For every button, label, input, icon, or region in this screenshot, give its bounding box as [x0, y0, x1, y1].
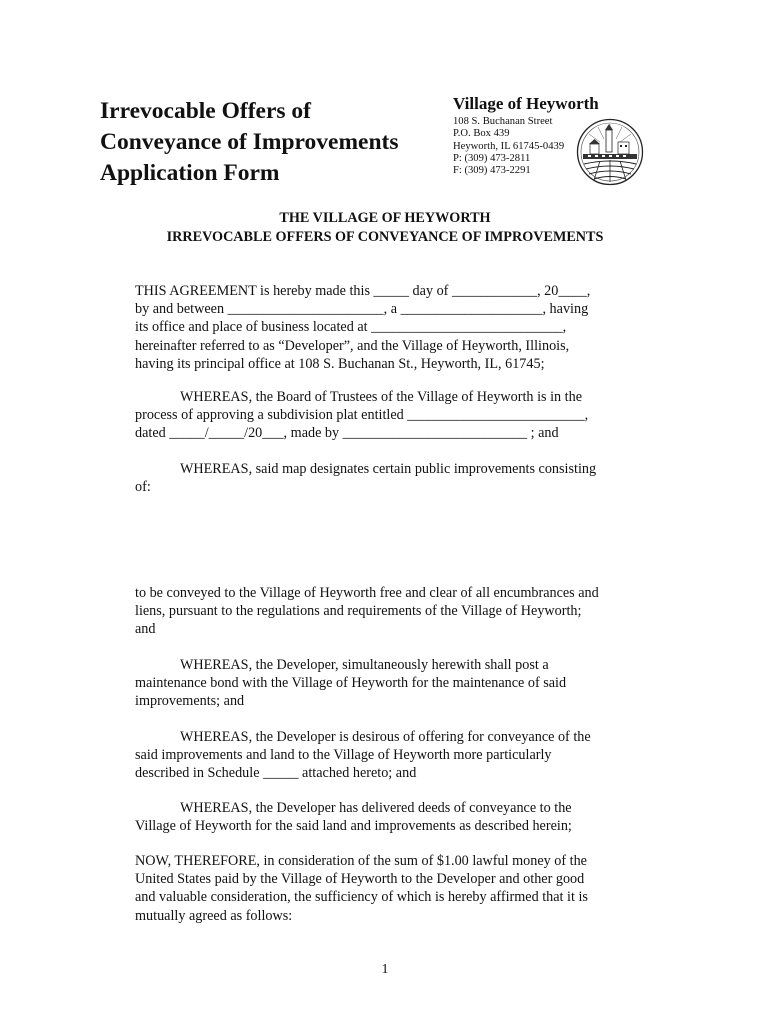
- whereas-paragraph: [135, 799, 635, 835]
- form-title-line: Irrevocable Offers of: [100, 98, 311, 124]
- text-line: by and between ______________________, a ____________________, having: [135, 301, 589, 318]
- agreement-paragraph: [135, 584, 635, 639]
- village-phone: P: (309) 473-2811: [453, 152, 531, 164]
- text-line: improvements; and: [135, 693, 245, 710]
- text-line: and: [135, 621, 156, 638]
- whereas-paragraph: [135, 388, 635, 443]
- text-line: dated _____/_____/20___, made by __________________________ ; and: [135, 425, 559, 442]
- text-line: its office and place of business located at ___________________________,: [135, 319, 567, 336]
- text-line: WHEREAS, the Board of Trustees of the Village of Heyworth is in the: [180, 389, 582, 405]
- text-line: to be conveyed to the Village of Heyworth free and clear of all encumbrances and: [135, 585, 599, 601]
- text-line: United States paid by the Village of Heyworth to the Developer and other good: [135, 871, 585, 888]
- village-address-line: 108 S. Buchanan Street: [453, 116, 553, 127]
- text-line: maintenance bond with the Village of Heyworth for the maintenance of said: [135, 675, 567, 692]
- text-line: WHEREAS, the Developer is desirous of offering for conveyance of the: [180, 729, 591, 745]
- whereas-paragraph: [135, 728, 635, 783]
- text-line: THIS AGREEMENT is hereby made this _____ day of ____________, 20____,: [135, 283, 591, 299]
- whereas-paragraph: [135, 656, 635, 711]
- text-line: of:: [135, 479, 151, 496]
- text-line: WHEREAS, the Developer has delivered deeds of conveyance to the: [180, 800, 572, 816]
- page-number: 1: [381, 962, 389, 977]
- text-line: said improvements and land to the Village of Heyworth more particularly: [135, 747, 552, 764]
- text-line: mutually agreed as follows:: [135, 907, 293, 924]
- text-line: and valuable consideration, the sufficiency of which is hereby affirmed that it is: [135, 889, 588, 906]
- text-line: described in Schedule _____ attached hereto; and: [135, 765, 417, 782]
- village-address-line: P.O. Box 439: [453, 128, 510, 140]
- agreement-heading: THE VILLAGE OF HEYWORTH: [279, 210, 491, 226]
- text-line: Village of Heyworth for the said land and improvements as described herein;: [135, 818, 572, 835]
- text-line: WHEREAS, the Developer, simultaneously herewith shall post a: [180, 657, 549, 673]
- whereas-paragraph: [135, 460, 635, 496]
- now-therefore-paragraph: [135, 852, 635, 925]
- text-line: NOW, THEREFORE, in consideration of the sum of $1.00 lawful money of the: [135, 853, 587, 869]
- text-line: process of approving a subdivision plat entitled _________________________,: [135, 407, 589, 424]
- village-fax: F: (309) 473-2291: [453, 165, 531, 177]
- text-line: liens, pursuant to the regulations and requirements of the Village of Heyworth;: [135, 603, 582, 620]
- form-title: [100, 96, 430, 189]
- agreement-subheading: IRREVOCABLE OFFERS OF CONVEYANCE OF IMPROVEMENTS: [166, 229, 604, 245]
- text-line: WHEREAS, said map designates certain public improvements consisting: [180, 461, 597, 477]
- form-title-line: Application Form: [100, 160, 280, 186]
- form-title-line: Conveyance of Improvements: [100, 129, 399, 155]
- agreement-paragraph: [135, 282, 635, 373]
- village-address-line: Heyworth, IL 61745-0439: [453, 140, 565, 152]
- text-line: hereinafter referred to as “Developer”, and the Village of Heyworth, Illinois,: [135, 337, 570, 354]
- village-seal-icon: [576, 118, 644, 186]
- village-name: Village of Heyworth: [453, 94, 599, 113]
- text-line: having its principal office at 108 S. Buchanan St., Heyworth, IL, 61745;: [135, 355, 545, 372]
